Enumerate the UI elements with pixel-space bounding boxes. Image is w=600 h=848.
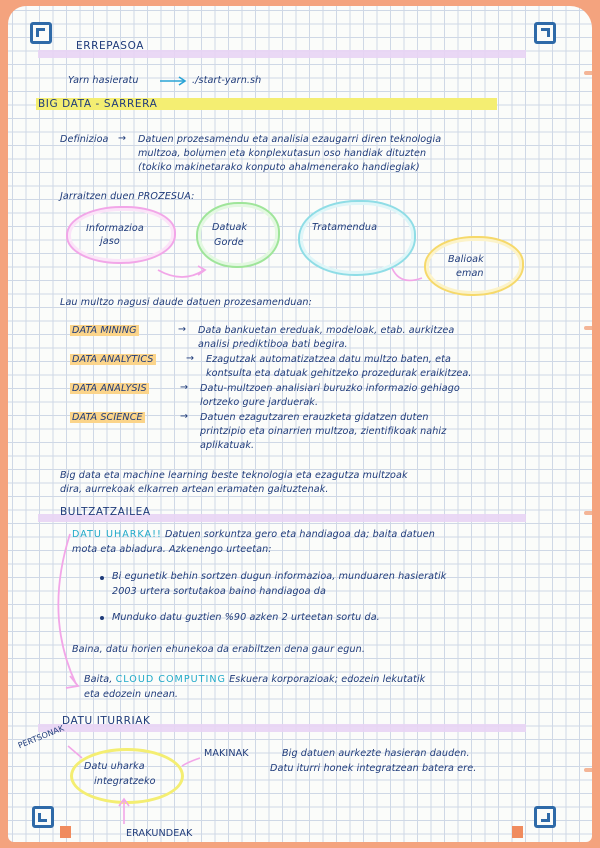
category-highlight: DATA ANALYSIS bbox=[72, 383, 147, 394]
baina-text: Baina, datu horien ehunekoa da erabiltzen dena gaur egun. bbox=[72, 644, 365, 655]
bigdata-ml-text: dira, aurrekoak elkarren artean eramaten gaituztenak. bbox=[60, 484, 329, 495]
orange-marker bbox=[512, 826, 523, 838]
category-desc: Datuen ezagutzaren erauzketa gidatzen duten bbox=[200, 412, 429, 423]
makinak-label: MAKINAK bbox=[204, 748, 249, 759]
cloud-label: eman bbox=[456, 268, 484, 279]
bullet-text: Bi egunetik behin sortzen dugun informazioa, munduaren hasieratik bbox=[112, 571, 447, 582]
binder-hole bbox=[584, 71, 592, 75]
cloud-label: Balioak bbox=[448, 254, 484, 265]
category-name bbox=[70, 382, 149, 395]
section-title-bigdata bbox=[36, 98, 497, 111]
definizioa-line: (tokiko makinetarako konputo ahalmenerako handiegiak) bbox=[138, 162, 420, 173]
corner-marker-icon bbox=[534, 806, 556, 828]
category-desc: printzipio eta oinarrien multzoa, zientifikoak nahiz bbox=[200, 426, 447, 437]
binder-hole bbox=[584, 768, 592, 772]
category-arrow: → bbox=[178, 324, 187, 335]
erakundeak-label: ERAKUNDEAK bbox=[126, 828, 193, 839]
definizioa-line: multzoa, bolumen eta konplexutasun oso handiak dituzten bbox=[138, 148, 427, 159]
bigdata-ml-text: Big data eta machine learning beste teknologia eta ezagutza multzoak bbox=[60, 470, 408, 481]
notebook-page bbox=[8, 6, 592, 842]
category-desc: aplikatuak. bbox=[200, 440, 255, 451]
cloud-label: jaso bbox=[100, 236, 120, 247]
pertsonak-label: PERTSONAK bbox=[16, 723, 66, 751]
cloud-label: Informazioa bbox=[86, 223, 144, 234]
category-desc: kontsulta eta datuak gehitzeko prozedurak eraikitzea. bbox=[206, 368, 472, 379]
cloud-label: Datuak bbox=[212, 222, 248, 233]
category-desc: lortzeko gure jarduerak. bbox=[200, 397, 319, 408]
baita-line2: eta edozein unean. bbox=[84, 689, 179, 700]
circle-label: integratzeko bbox=[94, 776, 156, 787]
bullet-text: Munduko datu guztien %90 azken 2 urteetan sortu da. bbox=[112, 612, 380, 623]
category-desc: analisi prediktiboa bati begira. bbox=[198, 339, 348, 350]
bultzatzailea-heading: BULTZATZAILEA bbox=[60, 506, 151, 518]
binder-hole bbox=[584, 511, 592, 515]
definizioa-label: Definizioa bbox=[60, 134, 109, 145]
laumultzo-text: Lau multzo nagusi daude datuen prozesamenduan: bbox=[60, 297, 312, 308]
bultzatzailea-text: Datuen sorkuntza gero eta handiagoa da; baita datuen bbox=[161, 529, 435, 540]
corner-marker-icon bbox=[30, 22, 52, 44]
category-desc: Data bankuetan ereduak, modeloak, etab. aurkitzea bbox=[198, 325, 455, 336]
baita-pre: Baita, bbox=[84, 674, 116, 685]
datu-iturriak-heading: DATU ITURRIAK bbox=[62, 715, 151, 727]
category-name bbox=[70, 353, 156, 366]
category-highlight: DATA MINING bbox=[72, 325, 137, 336]
category-arrow: → bbox=[186, 353, 195, 364]
cloud-computing-highlight: CLOUD COMPUTING bbox=[115, 674, 226, 685]
definizioa-arrow: → bbox=[118, 133, 127, 144]
yarn-label: Yarn hasieratu bbox=[68, 75, 139, 86]
category-highlight: DATA SCIENCE bbox=[72, 412, 143, 423]
datu-uharka-highlight: DATU UHARKA!! bbox=[72, 529, 162, 540]
orange-marker bbox=[60, 826, 71, 838]
binder-hole bbox=[584, 326, 592, 330]
prozesua-title: Jarraitzen duen PROZESUA: bbox=[60, 191, 195, 202]
category-highlight: DATA ANALYTICS bbox=[72, 354, 154, 365]
baita-post: Eskuera korporazioak; edozein lekutatik bbox=[225, 674, 426, 685]
corner-marker-icon bbox=[534, 22, 556, 44]
cloud-label: Tratamendua bbox=[312, 222, 378, 233]
bullet-text: 2003 urtera sortutakoa baino handiagoa da bbox=[112, 586, 326, 597]
cloud-label: Gorde bbox=[214, 237, 244, 248]
category-name bbox=[70, 324, 139, 337]
arrow-icon bbox=[158, 75, 188, 87]
definizioa-line: Datuen prozesamendu eta analisia ezaugarri diren teknologia bbox=[138, 134, 442, 145]
errepasoa-heading: ERREPASOA bbox=[76, 40, 145, 52]
source-arrows bbox=[48, 736, 248, 826]
bultzatzailea-line: mota eta abiadura. Azkenengo urteetan: bbox=[72, 544, 272, 555]
category-arrow: → bbox=[180, 382, 189, 393]
bultzatzailea-line bbox=[72, 528, 435, 541]
makinak-text: Datu iturri honek integratzean batera ere. bbox=[270, 763, 477, 774]
yarn-command: ./start-yarn.sh bbox=[192, 75, 262, 86]
section-title-text: BIG DATA - SARRERA bbox=[36, 98, 497, 110]
makinak-text: Big datuen aurkezte hasieran dauden. bbox=[282, 748, 470, 759]
baita-line bbox=[84, 673, 425, 686]
category-desc: Ezagutzak automatizatzea datu multzo baten, eta bbox=[206, 354, 451, 365]
circle-label: Datu uharka bbox=[84, 761, 145, 772]
category-desc: Datu-multzoen analisiari buruzko informazio gehiago bbox=[200, 383, 460, 394]
category-name bbox=[70, 411, 145, 424]
bracket-arrow bbox=[36, 526, 106, 716]
category-arrow: → bbox=[180, 411, 189, 422]
